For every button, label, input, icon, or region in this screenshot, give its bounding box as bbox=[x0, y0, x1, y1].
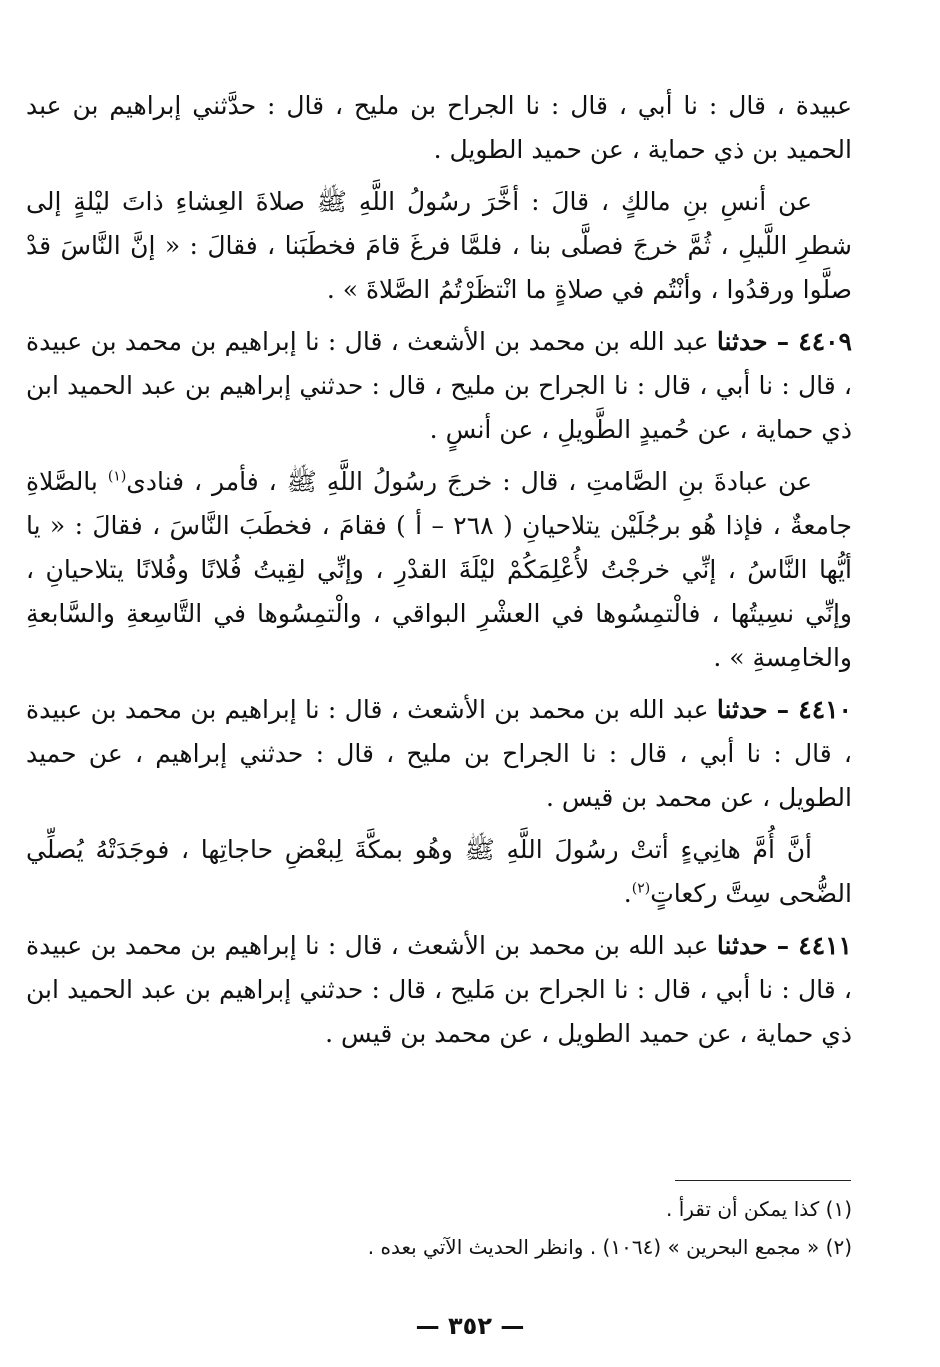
hadith-matn bbox=[26, 828, 852, 916]
footnotes bbox=[26, 1190, 852, 1266]
hadith-lead-word: حدثنا bbox=[716, 327, 768, 356]
hadith-isnad bbox=[26, 924, 852, 1056]
paragraph-text: أنَّ أُمَّ هانِيءٍ أتتْ رسُولَ اللَّهِ ﷺ وهُو بمكَّةَ لِبعْضِ حاجاتِها ، فوجَدَتْهُ يُصلِّي الضُّحى سِتَّ ركعاتٍ bbox=[26, 835, 852, 908]
hadith-lead-word: حدثنا bbox=[716, 695, 768, 724]
hadith-matn bbox=[26, 460, 852, 680]
paragraph-text: عبد الله بن محمد بن الأشعث ، قال : نا إبراهيم بن محمد بن عبيدة ، قال : نا أبي ، قال : نا الجراح بن مليح ، قال : حدثني إبراهيم بن عبد الحميد ابن ذي حماية ، عن حُميدٍ الطَّويلِ ، عن أنسٍ . bbox=[26, 327, 852, 444]
hadith-matn bbox=[26, 180, 852, 312]
page-number: — ٣٥٢ — bbox=[415, 1312, 525, 1340]
paragraph-text: عبيدة ، قال : نا أبي ، قال : نا الجراح بن مليح ، قال : حدَّثني إبراهيم بن عبد الحميد بن ذي حماية ، عن حميد الطويل . bbox=[26, 91, 852, 164]
footnote-marker: (١) bbox=[107, 468, 127, 485]
main-text bbox=[26, 84, 852, 1064]
paragraph-continuation bbox=[26, 84, 852, 172]
footnote-item: (١) كذا يمكن أن تقرأ . bbox=[665, 1197, 852, 1221]
hadith-number: ٤٤١٠ – bbox=[767, 695, 852, 724]
paragraph-text-continued: . bbox=[623, 879, 632, 908]
hadith-isnad bbox=[26, 320, 852, 452]
hadith-isnad bbox=[26, 688, 852, 820]
paragraph-text: عن أنسِ بنِ مالكٍ ، قالَ : أخَّرَ رسُولُ اللَّهِ ﷺ صلاةَ العِشاءِ ذاتَ ليْلةٍ إلى شطرِ اللَّيلِ ، ثُمَّ خرجَ فصلَّى بنا ، فلمَّا فرغَ قامَ فخطَبَنا ، فقالَ : « إنَّ النَّاسَ قدْ صلَّوا ورقدُوا ، وأنْتُم في صلاةٍ ما انْتظَرْتُمُ الصَّلاةَ » . bbox=[26, 187, 852, 304]
hadith-lead-word: حدثنا bbox=[716, 931, 768, 960]
footnote-divider bbox=[675, 1180, 851, 1181]
footnote-marker: (٢) bbox=[631, 880, 651, 897]
paragraph-text: عن عبادةَ بنِ الصَّامتِ ، قال : خرجَ رسُولُ اللَّهِ ﷺ ، فأمر ، فنادى bbox=[126, 467, 812, 496]
hadith-number: ٤٤٠٩ – bbox=[767, 327, 852, 356]
paragraph-text: عبد الله بن محمد بن الأشعث ، قال : نا إبراهيم بن محمد بن عبيدة ، قال : نا أبي ، قال : نا الجراح بن مليح ، قال : حدثني إبراهيم ، عن حميد الطويل ، عن محمد بن قيس . bbox=[26, 695, 852, 812]
paragraph-text: عبد الله بن محمد بن الأشعث ، قال : نا إبراهيم بن محمد بن عبيدة ، قال : نا أبي ، قال : نا الجراح بن مَليح ، قال : حدثني إبراهيم بن عبد الحميد ابن ذي حماية ، عن حميد الطويل ، عن محمد بن قيس . bbox=[26, 931, 852, 1048]
paragraph-text-continued: بالصَّلاةِ جامعةٌ ، فإذا هُو برجُلَيْن يتلاحيانِ ( ٢٦٨ – أ ) فقامَ ، فخطَبَ النَّاسَ ، فقالَ : « يا أيُّها النَّاسُ ، إنِّي خرجْتُ لأُعْلِمَكُمْ ليْلَةَ القدْرِ ، وإنِّي لقِيتُ فُلانًا وفُلانًا يتلاحيانِ ، وإنِّي نسِيتُها ، فالْتمِسُوها في العشْرِ البواقي ، والْتمِسُوها في التَّاسِعةِ والسَّابعةِ والخامِسةِ » . bbox=[26, 467, 852, 672]
footnote-item: (٢) « مجمع البحرين » (١٠٦٤) . وانظر الحديث الآتي بعده . bbox=[367, 1235, 852, 1259]
hadith-number: ٤٤١١ – bbox=[767, 931, 852, 960]
